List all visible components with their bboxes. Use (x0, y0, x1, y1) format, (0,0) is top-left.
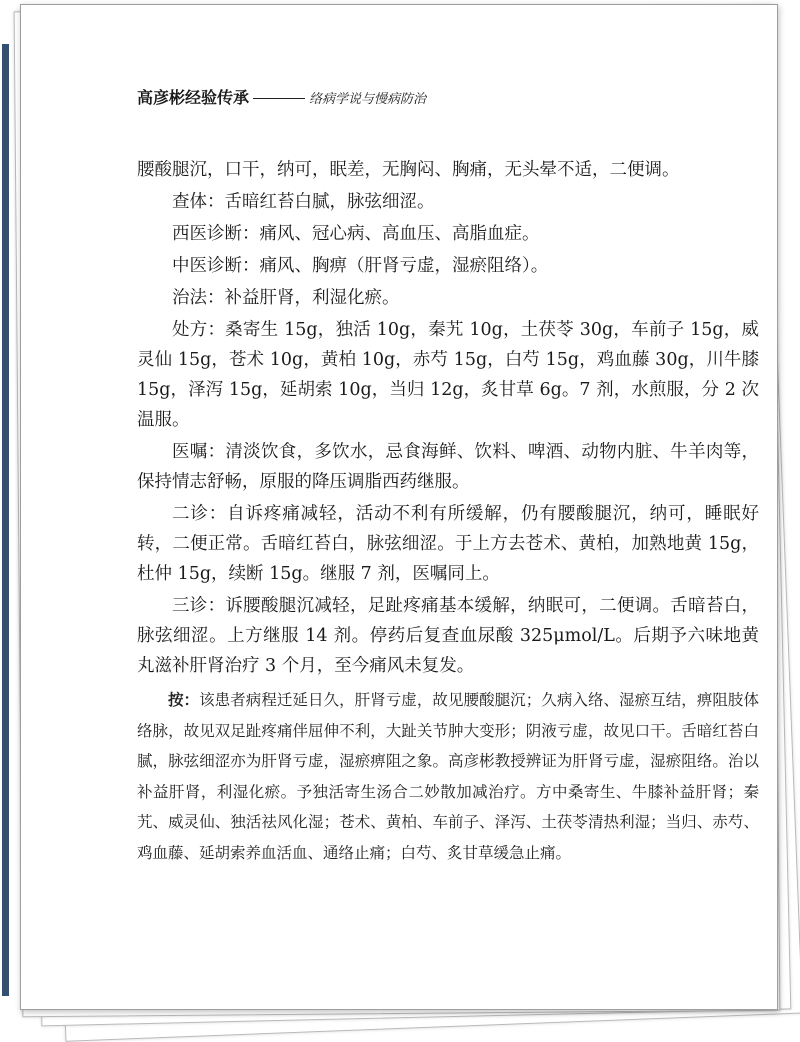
book-subtitle: 络病学说与慢病防治 (309, 92, 427, 107)
paragraph-prescription: 处方：桑寄生 15g，独活 10g，秦艽 10g，土茯苓 30g，车前子 15g，威灵仙 15g，苍术 10g，黄柏 10g，赤芍 15g，白芍 15g，鸡血藤 30g，川牛膝 15g，泽泻 15g，延胡索 10g，当归 12g，炙甘草 6g。7 剂，水煎服，分 2 次温服。 (137, 320, 759, 430)
book-page (20, 4, 778, 1010)
header-dash (253, 98, 305, 99)
commentary-paragraph (137, 685, 759, 868)
paragraph-western-diagnosis: 西医诊断：痛风、冠心病、高血压、高脂血症。 (172, 224, 540, 244)
book-spine-edge (2, 44, 9, 996)
paragraph-third-visit: 三诊：诉腰酸腿沉减轻，足趾疼痛基本缓解，纳眠可，二便调。舌暗苔白，脉弦细涩。上方继服 14 剂。停药后复查血尿酸 325μmol/L。后期予六味地黄丸滋补肝肾治疗 3 个月，至今痛风未复发。 (137, 596, 759, 676)
paragraph-second-visit: 二诊：自诉疼痛减轻，活动不利有所缓解，仍有腰酸腿沉，纳可，睡眠好转，二便正常。舌暗红苔白，脉弦细涩。于上方去苍术、黄柏，加熟地黄 15g，杜仲 15g，续断 15g。继服 7 剂，医嘱同上。 (137, 504, 759, 584)
paragraph-exam: 查体：舌暗红苔白腻，脉弦细涩。 (172, 192, 435, 212)
running-header (137, 85, 426, 108)
paragraph-tcm-diagnosis: 中医诊断：痛风、胸痹（肝肾亏虚，湿瘀阻络）。 (172, 256, 549, 276)
page-body (137, 155, 759, 868)
paragraph-medical-advice: 医嘱：清淡饮食，多饮水，忌食海鲜、饮料、啤酒、动物内脏、牛羊肉等，保持情志舒畅，原服的降压调脂西药继服。 (137, 442, 759, 492)
book-title: 高彦彬经验传承 (137, 88, 250, 107)
paragraph-symptoms: 腰酸腿沉，口干，纳可，眠差，无胸闷、胸痛，无头晕不适，二便调。 (137, 160, 680, 180)
commentary-label: 按： (168, 691, 200, 709)
paragraph-treatment-method: 治法：补益肝肾，利湿化瘀。 (172, 288, 400, 308)
commentary-text: 该患者病程迁延日久，肝肾亏虚，故见腰酸腿沉；久病入络、湿瘀互结，痹阻肢体络脉，故见双足趾疼痛伴屈伸不利，大趾关节肿大变形；阴液亏虚，故见口干。舌暗红苔白腻，脉弦细涩亦为肝肾亏虚，湿瘀痹阻之象。高彦彬教授辨证为肝肾亏虚，湿瘀阻络。治以补益肝肾，利湿化瘀。予独活寄生汤合二妙散加减治疗。方中桑寄生、牛膝补益肝肾；秦艽、威灵仙、独活祛风化湿；苍术、黄柏、车前子、泽泻、土茯苓清热利湿；当归、赤芍、鸡血藤、延胡索养血活血、通络止痛；白芍、炙甘草缓急止痛。 (137, 691, 759, 862)
